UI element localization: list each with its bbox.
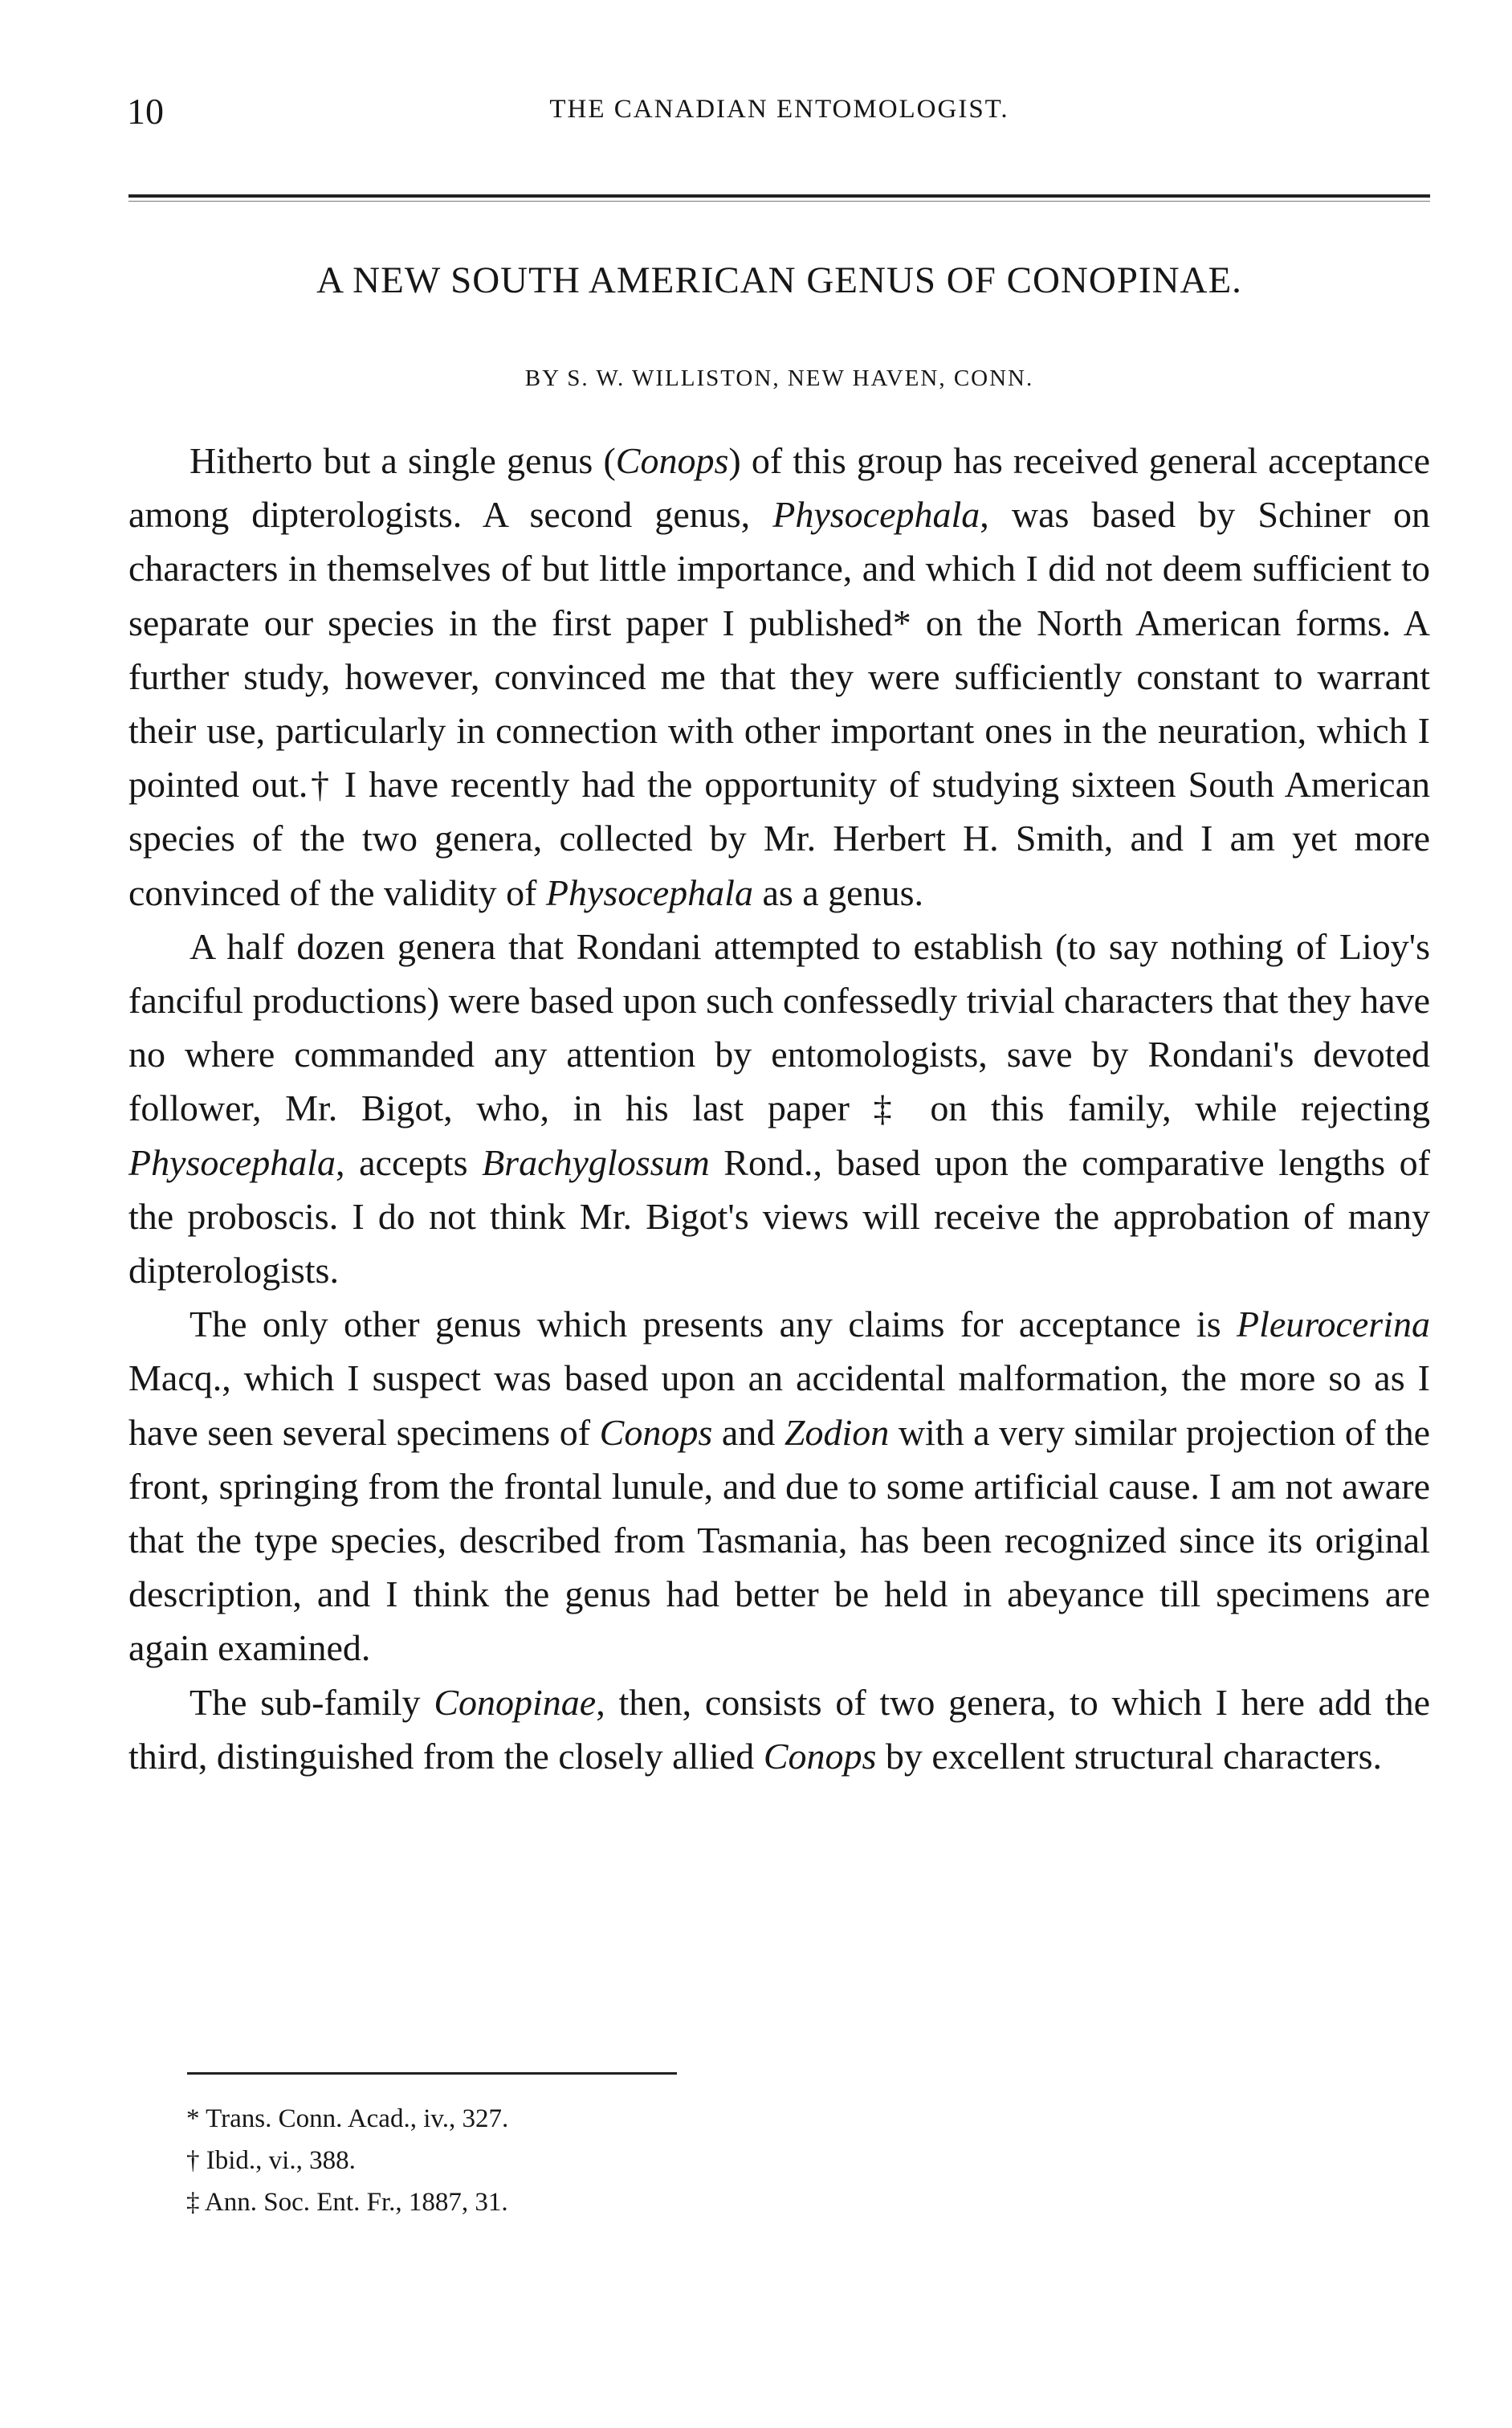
genus-name: Conops (615, 440, 729, 481)
header-rule (128, 194, 1430, 198)
footnote-1: * Trans. Conn. Acad., iv., 327. (186, 2104, 509, 2133)
paragraph-1 (128, 434, 1430, 920)
footnote-3: ‡ Ann. Soc. Ent. Fr., 1887, 31. (186, 2188, 508, 2217)
genus-name: Physocephala (128, 1141, 336, 1183)
text-run: Macq., which I suspect was based upon an accidental malformation, the more so as I have seen several specimens of (128, 1357, 1430, 1453)
text-run: ) of this group has received general acceptance among dipterologists. A second genus, (128, 440, 1430, 536)
text-run: as a genus. (752, 871, 923, 913)
text-run: A half dozen genera that Rondani attempted to establish (to say nothing of Lioy's fanciful productions) were based upon such confessedly trivial characters that they have no where commanded any attention by entomologists, save by Rondani's devoted follower, Mr. Bigot, who, in his last paper ‡ on this family, while rejecting (128, 925, 1430, 1129)
genus-name: Conops (599, 1411, 713, 1453)
text-run: by excellent structural characters. (876, 1735, 1383, 1777)
text-run: Rond., based upon the comparative lengths of the proboscis. I do not think Mr. Bigot's views will receive the approbation of many dipterologists. (128, 1141, 1431, 1292)
footnote-rule (187, 2072, 677, 2075)
article-title: A NEW SOUTH AMERICAN GENUS OF CONOPINAE. (316, 259, 1242, 301)
text-run: with a very similar projection of the front, springing from the frontal lunule, and due to some artificial cause. I am not aware that the type species, described from Tasmania, has been recognized since its original description, and I think the genus had better be held in abeyance till specimens are again examined. (128, 1411, 1431, 1669)
text-run: and (712, 1411, 785, 1453)
genus-name: Brachyglossum (482, 1141, 710, 1183)
text-run: , accepts (336, 1141, 483, 1183)
text-run: Hitherto but a single genus ( (190, 440, 616, 481)
paragraph-4 (128, 1675, 1430, 1783)
byline: BY S. W. WILLISTON, NEW HAVEN, CONN. (524, 365, 1034, 391)
text-run: The only other genus which presents any claims for acceptance is (190, 1304, 1237, 1345)
text-run: , then, consists of two genera, to which I here add the third, distinguished from the closely allied (128, 1681, 1430, 1777)
journal-title: THE CANADIAN ENTOMOLOGIST. (549, 95, 1009, 124)
genus-name: Conopinae (434, 1681, 597, 1723)
text-run: The sub-family (190, 1681, 434, 1723)
running-head (127, 90, 1432, 146)
paragraph-2 (128, 920, 1430, 1297)
genus-name: Physocephala (772, 494, 980, 536)
text-run: , was based by Schiner on characters in themselves of but little importance, and which I did not deem sufficient to separate our species in the first paper I published* on the North American forms. A further study, however, convinced me that they were sufficiently constant to warrant their use, particularly in connection with other important ones in the neuration, which I pointed out.† I have recently had the opportunity of studying sixteen South American species of the two genera, collected by Mr. Herbert H. Smith, and I am yet more convinced of the validity of (128, 494, 1430, 913)
header-rule-thin (128, 201, 1430, 202)
genus-name: Zodion (784, 1411, 890, 1453)
genus-name: Physocephala (545, 871, 753, 913)
paragraph-3 (128, 1297, 1430, 1675)
footnote-2: † Ibid., vi., 388. (186, 2146, 356, 2175)
footnotes (186, 2098, 909, 2223)
article-body (128, 434, 1430, 1783)
genus-name: Conops (763, 1735, 877, 1777)
genus-name: Pleurocerina (1236, 1304, 1430, 1345)
page-number: 10 (127, 91, 164, 132)
